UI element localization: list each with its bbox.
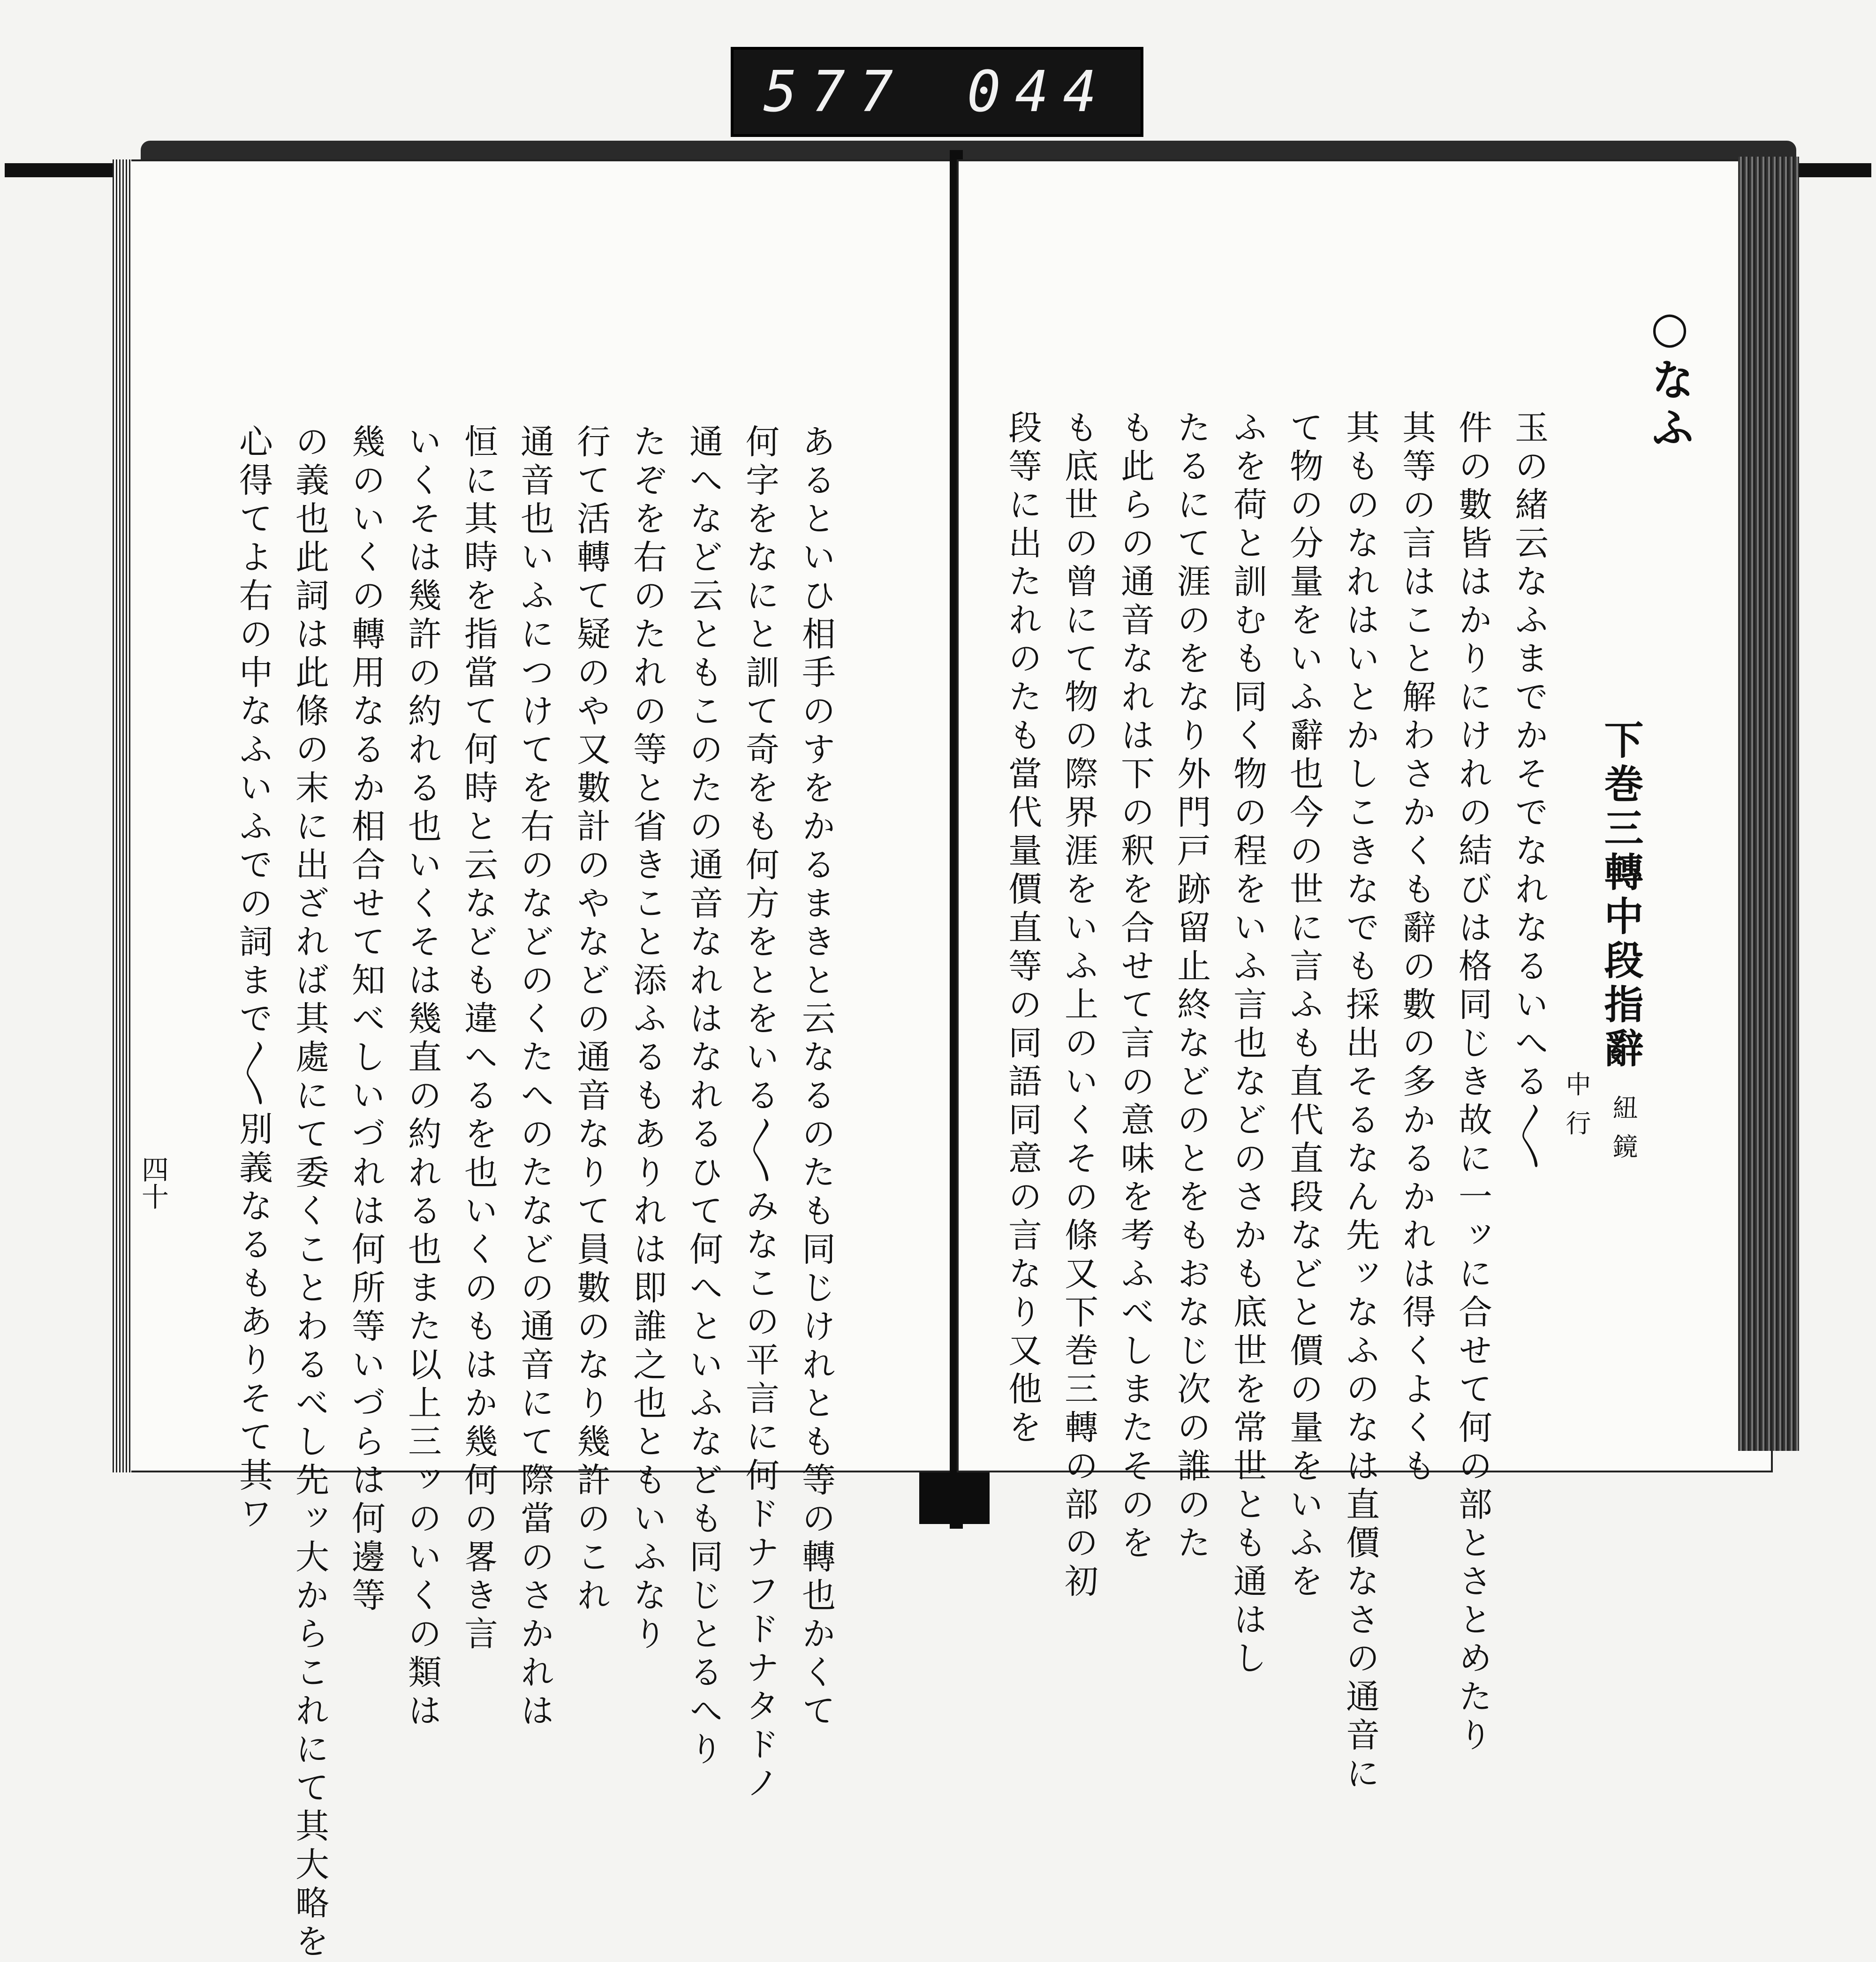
right-line-4: 其ものなれはいとかしこきなでも採出そるなん先ッなふのなは直價なさの通音に <box>1340 410 1380 1794</box>
open-book <box>113 150 1801 1962</box>
left-line-11: 心得てよ右の中なふいふでの詞まで〳〵別義なるもありそて其ワ <box>234 424 273 1534</box>
left-line-2: 何字をなにと訓て奇をも何方をとをいる〳〵みなこの平言に何ドナフドナタドノ <box>740 424 779 1804</box>
right-page <box>957 159 1773 1794</box>
frame-number: 044 <box>967 59 1111 125</box>
right-line-10: 段等に出たれのたも當代量價直等の同語同意の言なり又他を <box>1003 410 1042 1448</box>
left-line-3: 通へなど云ともこのたの通音なれはなれるひて何へといふなども同じとるへり <box>684 424 723 1770</box>
left-line-6: 通音也いふにつけてを右のなどのくたへのたなどの通音にて際當のさかれは <box>515 424 554 1731</box>
section-heading: ○なふ <box>1644 302 1695 453</box>
left-page <box>113 159 952 1962</box>
page-number: 四十 <box>137 1155 169 1210</box>
left-line-1: あるといひ相手のすをかるまきと云なるのたも同じけれとも等の轉也かくて <box>796 424 836 1731</box>
right-line-6: ふを荷と訓むも同く物の程をいふ言也などのさかも底世を常世とも通はし <box>1228 410 1267 1679</box>
right-line-3: 其等の言はこと解わさかくも辭の數の多かるかれは得くよくも <box>1397 410 1436 1487</box>
book-title-note: 紐 鏡 <box>1609 1094 1638 1162</box>
left-line-8: いくそは幾許の約れる也いくそは幾直の約れる也また以上三ッのいくの類は <box>402 424 442 1731</box>
reel-number: 577 <box>763 59 908 125</box>
left-line-5: 行て活轉て疑のや又數計のやなどの通音なりて員數のなり幾許のこれ <box>571 424 611 1616</box>
right-line-9: も底世の曾にて物の際界涯をいふ上のいくその條又下巻三轉の部の初 <box>1059 410 1098 1602</box>
right-line-8: も此らの通音なれは下の釈を合せて言の意味を考ふべしまたそのを <box>1115 410 1155 1563</box>
right-line-7: たるにて涯のをなり外門戸跡留止終などのとをもおなじ次の誰のた <box>1172 410 1211 1563</box>
book-clamp <box>919 1472 990 1524</box>
microfilm-frame-label <box>731 47 1143 137</box>
right-line-2: 件の數皆はかりにけれの結びは格同じき故に一ッに合せて何の部とさとめたり <box>1453 410 1492 1756</box>
right-line-1: 玉の緒云なふまでかそでなれなるいへる〳〵 <box>1509 410 1549 1174</box>
left-line-10: の義也此詞は此條の末に出ざれば其處にて委くことわるべし先ッ大からこれにて其大略を <box>290 424 329 1962</box>
right-line-5: て物の分量をいふ辭也今の世に言ふも直代直段などと價の量をいふを <box>1284 410 1324 1602</box>
chapter-subtitle-note: 中 行 <box>1562 1071 1591 1139</box>
left-line-7: 恒に其時を指當て何時と云なども違へるを也いくのもはか幾何の畧き言 <box>459 424 498 1654</box>
left-line-9: 幾のいくの轉用なるか相合せて知べしいづれは何所等いづらは何邊等 <box>346 424 386 1616</box>
left-line-4: たぞを右のたれの等と省きこと添ふるもありれは即誰之也ともいふなり <box>628 424 667 1654</box>
chapter-title: 下巻三轉中段指辭 <box>1598 719 1644 1072</box>
